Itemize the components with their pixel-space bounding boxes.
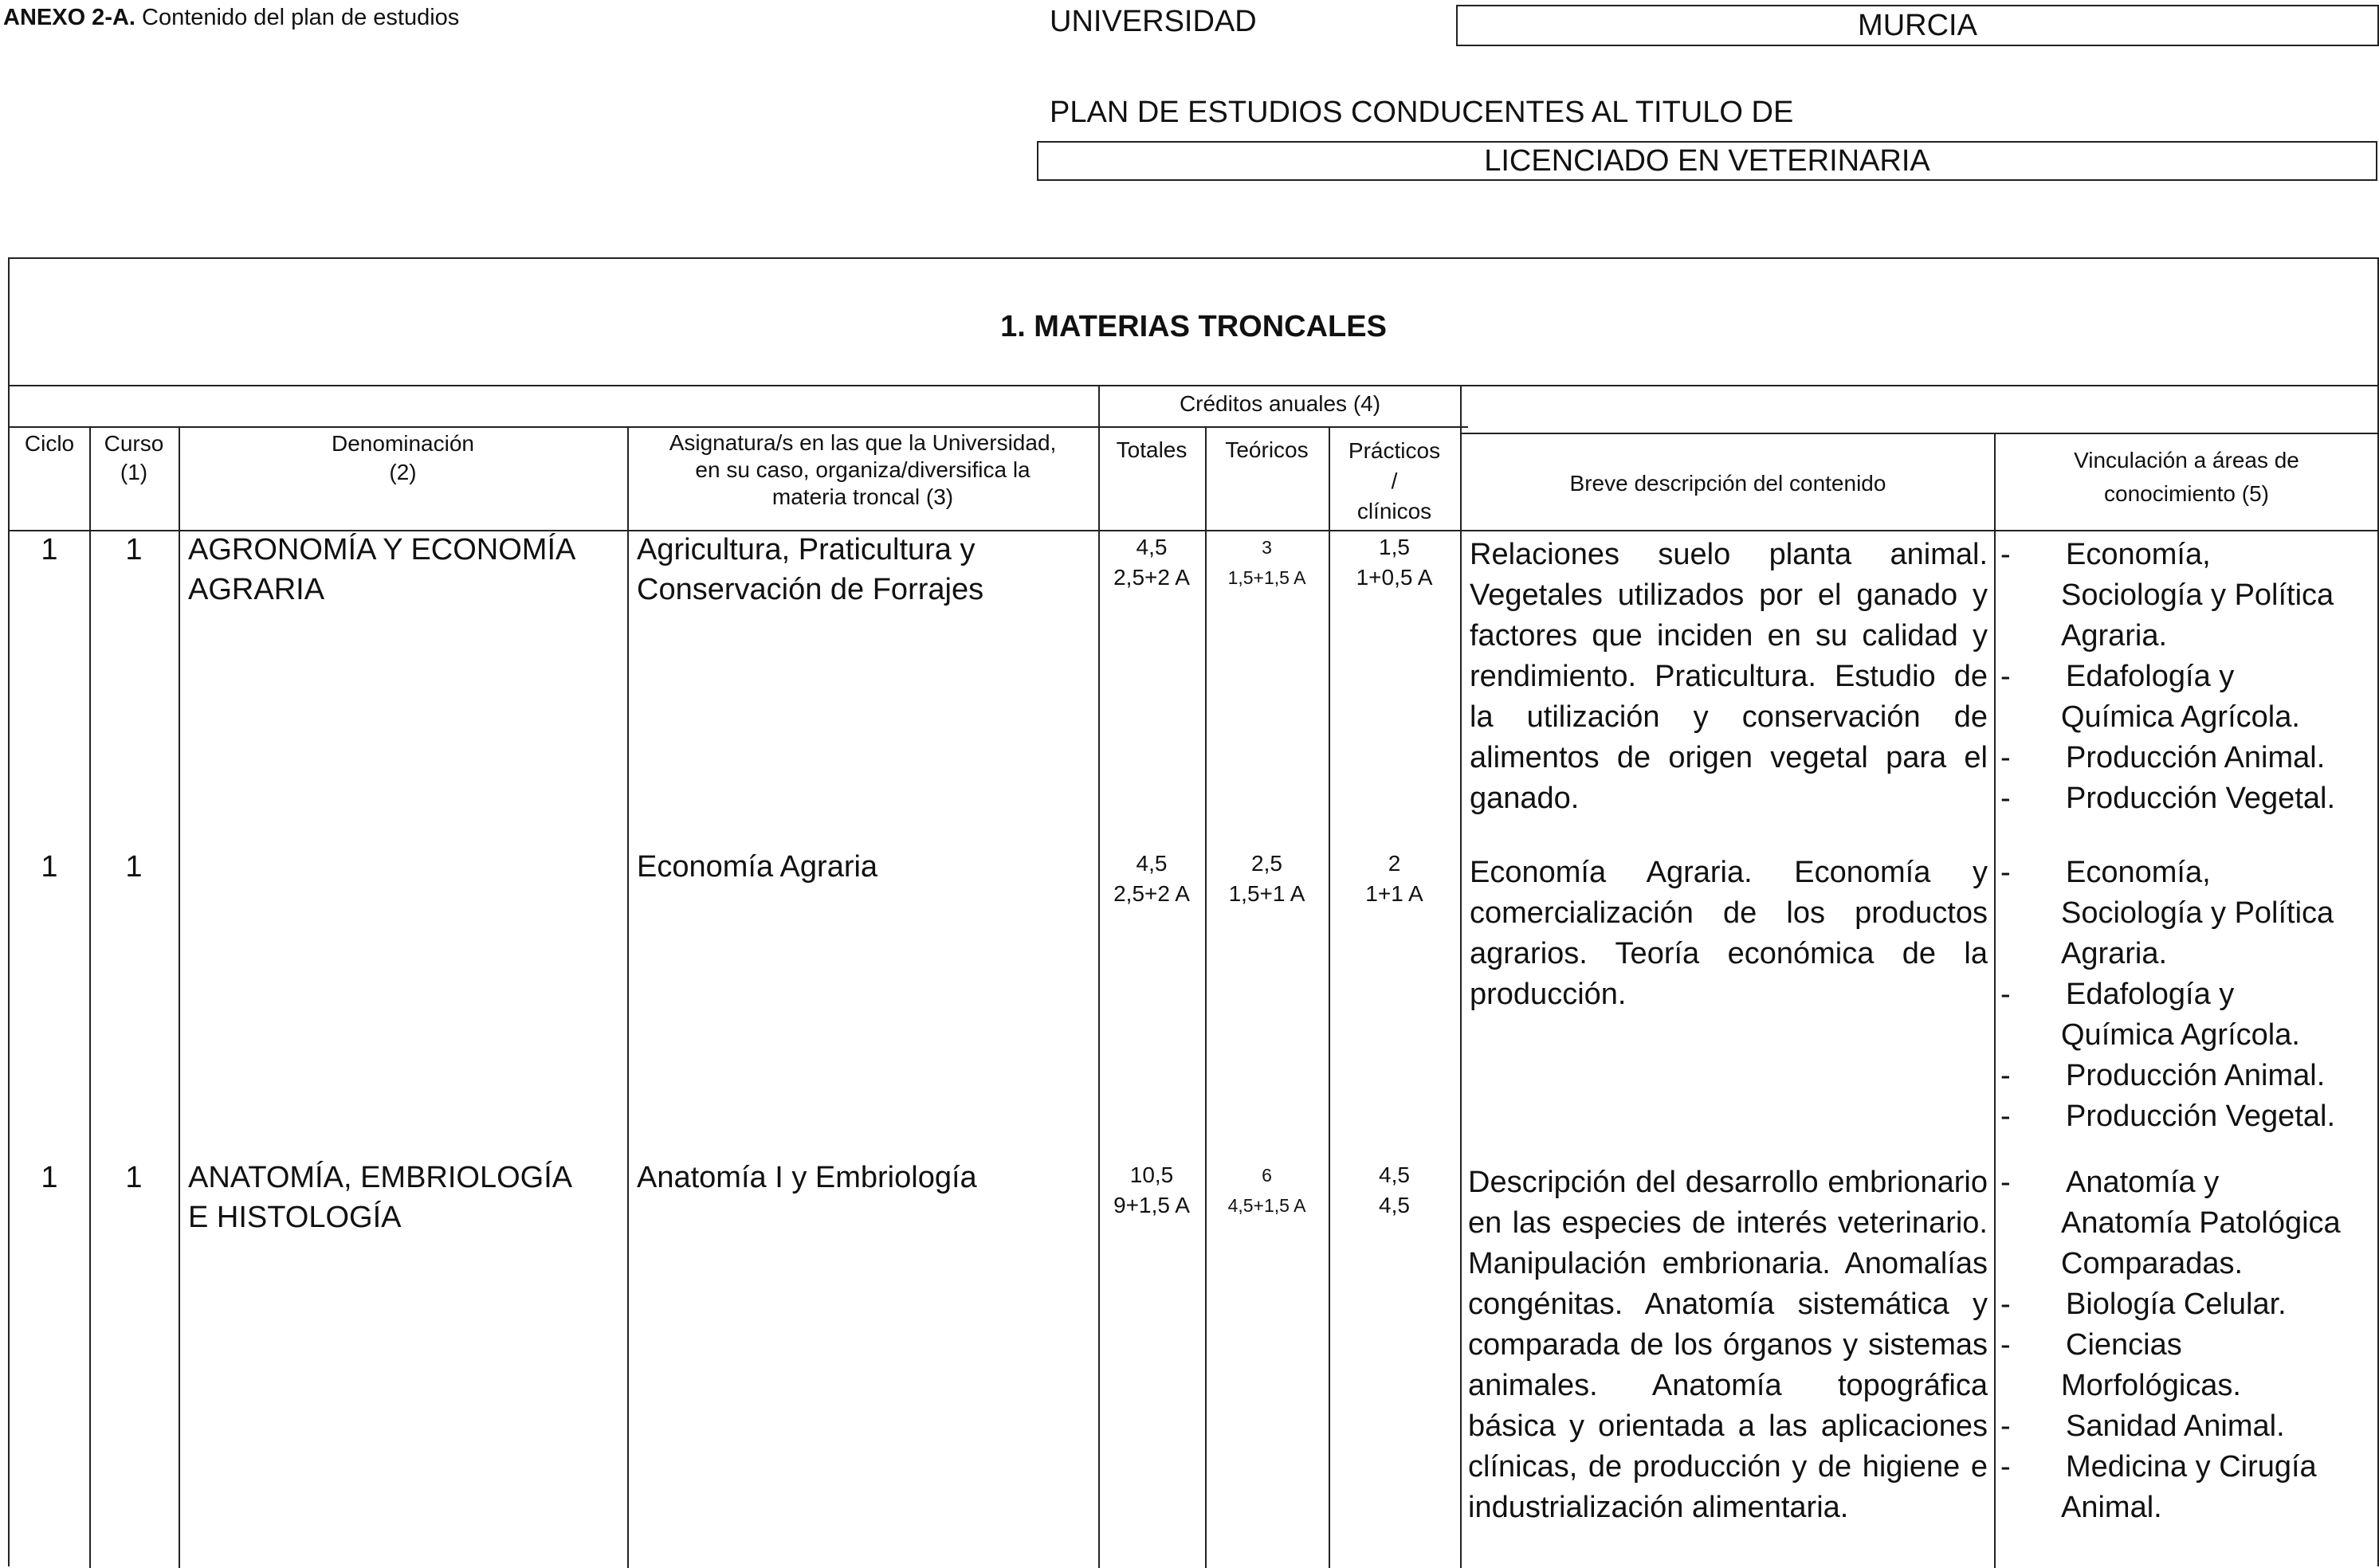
col-header-denominacion <box>179 429 627 487</box>
area-text: Biología Celular. <box>2066 1288 2287 1321</box>
practicos-breakdown: 1+1 A <box>1365 881 1423 906</box>
area-text: Producción Animal. <box>2066 1059 2326 1092</box>
col-header-ciclo: Ciclo <box>24 431 75 456</box>
col-divider-totales <box>1205 426 1207 1568</box>
cell-teoricos <box>1205 1160 1329 1221</box>
area-item-continuation <box>1996 1488 2377 1528</box>
bullet-dash: - <box>2000 1100 2011 1133</box>
denominacion-line2: AGRARIA <box>188 573 325 606</box>
area-text: Comparadas. <box>2061 1247 2244 1280</box>
col-header-denominacion-line2: (2) <box>389 460 417 484</box>
university-field <box>1456 5 2379 46</box>
col-header-vinculacion-line2: conocimiento (5) <box>2104 481 2269 506</box>
col-divider-curso <box>179 426 180 1568</box>
area-item <box>1996 535 2377 575</box>
area-text: Sanidad Animal. <box>2066 1409 2285 1443</box>
credits-group-divider <box>1098 426 1468 428</box>
totales-breakdown: 2,5+2 A <box>1113 881 1190 906</box>
col-header-asignatura-line1: Asignatura/s en las que la Universidad, <box>669 430 1057 455</box>
asignatura-line2: Conservación de Forrajes <box>637 573 984 606</box>
header-top-rule-left <box>10 426 1098 428</box>
area-item-continuation <box>1996 616 2377 657</box>
col-header-asignatura <box>627 429 1098 511</box>
cell-teoricos <box>1205 532 1329 593</box>
university-value: MURCIA <box>1858 8 1977 42</box>
area-item <box>1996 1162 2377 1203</box>
teoricos-value: 2,5 <box>1251 851 1282 876</box>
cell-descripcion: Economía Agraria. Economía y comercialización de los productos agrarios. Teoría económica de la producción. <box>1470 856 1988 1011</box>
area-item-continuation <box>1996 893 2377 934</box>
bullet-dash: - <box>2000 1288 2011 1321</box>
area-item <box>1996 778 2377 819</box>
totales-value: 4,5 <box>1136 851 1168 876</box>
area-item-continuation <box>1996 575 2377 616</box>
area-text: Medicina y Cirugía <box>2066 1450 2317 1484</box>
col-header-asignatura-line3: materia troncal (3) <box>771 484 954 509</box>
cell-asignatura <box>637 530 1095 610</box>
col-header-curso-line1: Curso <box>104 431 164 456</box>
cell-asignatura <box>637 847 1095 887</box>
area-text: Química Agrícola. <box>2061 700 2300 734</box>
col-divider-practicos <box>1460 385 1462 1568</box>
area-text: Ciencias <box>2066 1328 2182 1362</box>
bullet-dash: - <box>2000 856 2011 889</box>
bullet-dash: - <box>2000 1328 2011 1362</box>
cell-areas <box>1996 535 2377 819</box>
plan-value: LICENCIADO EN VETERINARIA <box>1484 143 1930 178</box>
area-text: Economía, <box>2066 856 2211 889</box>
practicos-value: 1,5 <box>1379 535 1410 559</box>
area-item-continuation <box>1996 1366 2377 1406</box>
area-text: Economía, <box>2066 538 2211 571</box>
col-header-descripcion: Breve descripción del contenido <box>1569 471 1886 496</box>
cell-totales <box>1098 532 1205 593</box>
teoricos-breakdown: 1,5+1 A <box>1228 881 1305 906</box>
cell-practicos <box>1329 1160 1460 1221</box>
cell-denominacion <box>188 530 622 610</box>
cell-asignatura <box>637 1158 1095 1198</box>
area-text: Química Agrícola. <box>2061 1018 2300 1052</box>
area-text: Agraria. <box>2061 619 2168 653</box>
cell-areas <box>1996 1162 2377 1528</box>
bullet-dash: - <box>2000 782 2011 815</box>
asignatura-line1: Agricultura, Praticultura y <box>637 533 976 566</box>
col-header-curso <box>89 429 179 487</box>
col-header-practicos <box>1329 436 1460 527</box>
area-text: Anatomía y <box>2066 1166 2220 1199</box>
practicos-value: 4,5 <box>1379 1162 1410 1187</box>
area-item <box>1996 657 2377 697</box>
area-text: Edafología y <box>2066 978 2235 1011</box>
area-item <box>1996 1096 2377 1137</box>
cell-curso: 1 <box>125 533 143 566</box>
col-header-teoricos: Teóricos <box>1225 437 1309 462</box>
cell-ciclo: 1 <box>41 850 58 884</box>
bullet-dash: - <box>2000 660 2011 693</box>
area-text: Sociología y Política <box>2061 578 2334 612</box>
title-divider <box>10 385 2377 386</box>
area-item <box>1996 1284 2377 1325</box>
area-text: Edafología y <box>2066 660 2235 693</box>
bullet-dash: - <box>2000 1450 2011 1484</box>
col-header-practicos-line1: Prácticos <box>1348 438 1441 463</box>
totales-value: 4,5 <box>1136 535 1168 559</box>
cell-ciclo: 1 <box>41 1161 58 1194</box>
area-text: Producción Vegetal. <box>2066 782 2336 815</box>
plan-label: PLAN DE ESTUDIOS CONDUCENTES AL TITULO DE <box>1050 96 1794 129</box>
col-header-practicos-line2: / <box>1391 468 1398 493</box>
area-item-continuation <box>1996 697 2377 738</box>
totales-breakdown: 2,5+2 A <box>1113 565 1190 590</box>
area-text: Sociología y Política <box>2061 896 2334 930</box>
header-top-rule-right <box>1460 433 2377 434</box>
area-item <box>1996 1056 2377 1096</box>
curriculum-table <box>8 257 2379 1566</box>
totales-breakdown: 9+1,5 A <box>1113 1193 1190 1217</box>
teoricos-value: 6 <box>1262 1165 1272 1186</box>
cell-descripcion: Descripción del desarrollo embrionario en las especies de interés veterinario. Manipulación embrionaria. Anomalías congénitas. Anatomía sistemática y comparada de los órganos y sistemas animales. Anatomía topográfica básica y orientada a las aplicaciones clínicas, de producción y de higiene e industrialización alimentaria. <box>1468 1166 1988 1524</box>
cell-curso: 1 <box>125 850 143 884</box>
totales-value: 10,5 <box>1129 1162 1174 1187</box>
col-header-curso-line2: (1) <box>120 460 148 484</box>
cell-curso: 1 <box>125 1161 143 1194</box>
area-text: Anatomía Patológica <box>2061 1206 2341 1240</box>
col-header-asignatura-line2: en su caso, organiza/diversifica la <box>695 457 1031 482</box>
bullet-dash: - <box>2000 1166 2011 1199</box>
area-item-continuation <box>1996 1015 2377 1056</box>
denominacion-line1: ANATOMÍA, EMBRIOLOGÍA <box>188 1161 573 1194</box>
area-text: Morfológicas. <box>2061 1369 2241 1402</box>
annex-heading <box>3 5 459 31</box>
cell-totales <box>1098 849 1205 909</box>
teoricos-breakdown: 1,5+1,5 A <box>1227 567 1306 588</box>
cell-teoricos <box>1205 849 1329 909</box>
col-header-vinculacion-line1: Vinculación a áreas de <box>2074 448 2299 472</box>
cell-practicos <box>1329 849 1460 909</box>
col-header-vinculacion <box>1996 444 2377 511</box>
plan-field <box>1037 141 2377 181</box>
col-header-denominacion-line1: Denominación <box>332 431 474 456</box>
bullet-dash: - <box>2000 1059 2011 1092</box>
credits-group-header: Créditos anuales (4) <box>1179 391 1381 416</box>
annex-text: Contenido del plan de estudios <box>135 5 460 30</box>
col-header-totales: Totales <box>1116 437 1188 462</box>
area-text: Producción Animal. <box>2066 741 2326 774</box>
area-text: Agraria. <box>2061 937 2168 970</box>
bullet-dash: - <box>2000 978 2011 1011</box>
annex-label: ANEXO 2-A. <box>3 5 135 30</box>
area-item <box>1996 738 2377 778</box>
section-title: 1. MATERIAS TRONCALES <box>1000 310 1387 343</box>
cell-descripcion: Relaciones suelo planta animal. Vegetales utilizados por el ganado y factores que inciden en su calidad y rendimiento. Praticultura. Estudio de la utilización y conservación de alimentos de origen vegetal para el ganado. <box>1470 538 1988 815</box>
bullet-dash: - <box>2000 1409 2011 1443</box>
teoricos-breakdown: 4,5+1,5 A <box>1227 1195 1306 1216</box>
area-item <box>1996 1406 2377 1447</box>
practicos-breakdown: 4,5 <box>1379 1193 1410 1217</box>
area-item-continuation <box>1996 934 2377 974</box>
cell-denominacion <box>188 1158 622 1237</box>
denominacion-line2: E HISTOLOGÍA <box>188 1201 402 1234</box>
cell-ciclo: 1 <box>41 533 58 566</box>
bullet-dash: - <box>2000 741 2011 774</box>
teoricos-value: 3 <box>1262 537 1272 558</box>
university-label: UNIVERSIDAD <box>1050 5 1257 38</box>
cell-totales <box>1098 1160 1205 1221</box>
bullet-dash: - <box>2000 538 2011 571</box>
practicos-breakdown: 1+0,5 A <box>1356 565 1433 590</box>
area-item-continuation <box>1996 1203 2377 1244</box>
asignatura-line1: Economía Agraria <box>637 850 878 884</box>
area-item <box>1996 1447 2377 1488</box>
area-item <box>1996 1325 2377 1366</box>
area-text: Producción Vegetal. <box>2066 1100 2336 1133</box>
area-item-continuation <box>1996 1244 2377 1284</box>
cell-practicos <box>1329 532 1460 593</box>
col-divider-ciclo <box>89 426 91 1568</box>
area-item <box>1996 853 2377 893</box>
asignatura-line1: Anatomía I y Embriología <box>637 1161 977 1194</box>
practicos-value: 2 <box>1388 851 1401 876</box>
denominacion-line1: AGRONOMÍA Y ECONOMÍA <box>188 533 576 566</box>
cell-areas <box>1996 853 2377 1137</box>
col-divider-teoricos <box>1329 426 1330 1568</box>
col-divider-denominacion <box>627 426 629 1568</box>
area-text: Animal. <box>2061 1491 2162 1524</box>
area-item <box>1996 974 2377 1015</box>
col-header-practicos-line3: clínicos <box>1356 499 1432 523</box>
